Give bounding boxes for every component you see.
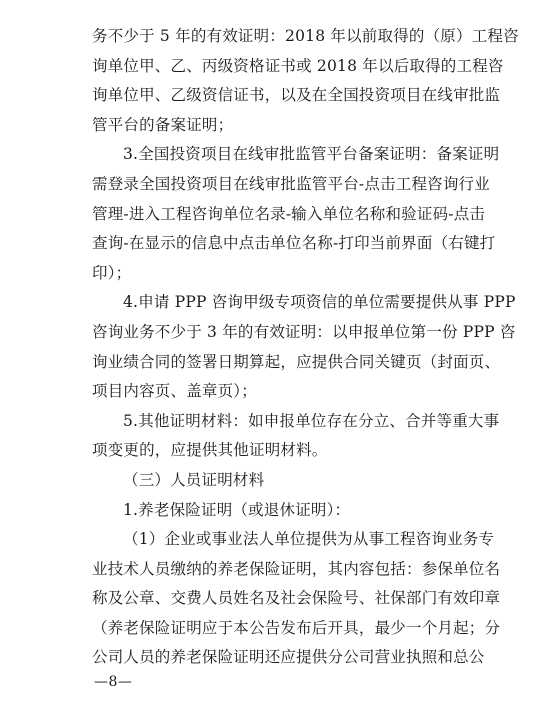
text-line: 管平台的备案证明； <box>92 115 234 134</box>
text-line: （1）企业或事业法人单位提供为从事工程咨询业务专 <box>123 530 495 549</box>
text-line: 5.其他证明材料：如申报单位存在分立、合并等重大事 <box>123 411 500 430</box>
text-line: 查询-在显示的信息中点击单位名称-打印当前界面（右键打 <box>92 234 496 253</box>
text-line: 项目内容页、盖章页）； <box>92 382 257 401</box>
text-line: 1.养老保险证明（或退休证明）： <box>123 500 351 519</box>
text-line: 印）； <box>92 263 132 282</box>
text-line: 询业绩合同的签署日期算起，应提供合同关键页（封面页、 <box>92 352 501 371</box>
text-line: 务不少于 5 年的有效证明：2018 年以前取得的（原）工程咨 <box>92 27 519 45</box>
text-line: （养老保险证明应于本公告发布后开具，最少一个月起；分 <box>92 618 501 637</box>
page-number: —8— <box>94 674 133 690</box>
text-line: 3.全国投资项目在线审批监管平台备案证明：备案证明 <box>123 145 500 164</box>
text-line: 项变更的，应提供其他证明材料。 <box>92 441 328 460</box>
text-line: 业技术人员缴纳的养老保险证明，其内容包括：参保单位名 <box>92 559 501 578</box>
text-line: 咨询业务不少于 3 年的有效证明：以申报单位第一份 PPP 咨 <box>92 322 516 341</box>
text-line: 称及公章、交费人员姓名及社会保险号、社保部门有效印章 <box>92 589 501 608</box>
document-body <box>92 22 519 673</box>
text-line: （三）人员证明材料 <box>123 470 265 489</box>
text-line: 询单位甲、乙级资信证书，以及在全国投资项目在线审批监 <box>92 86 501 105</box>
text-line: 管理-进入工程咨询单位名录-输入单位名称和验证码-点击 <box>92 204 486 223</box>
text-line: 询单位甲、乙、丙级资格证书或 2018 年以后取得的工程咨 <box>92 56 504 75</box>
text-line: 公司人员的养老保险证明还应提供分公司营业执照和总公 <box>92 648 485 667</box>
text-line: 需登录全国投资项目在线审批监管平台-点击工程咨询行业 <box>92 174 490 193</box>
text-line: 4.申请 PPP 咨询甲级专项资信的单位需要提供从事 PPP <box>123 293 516 312</box>
